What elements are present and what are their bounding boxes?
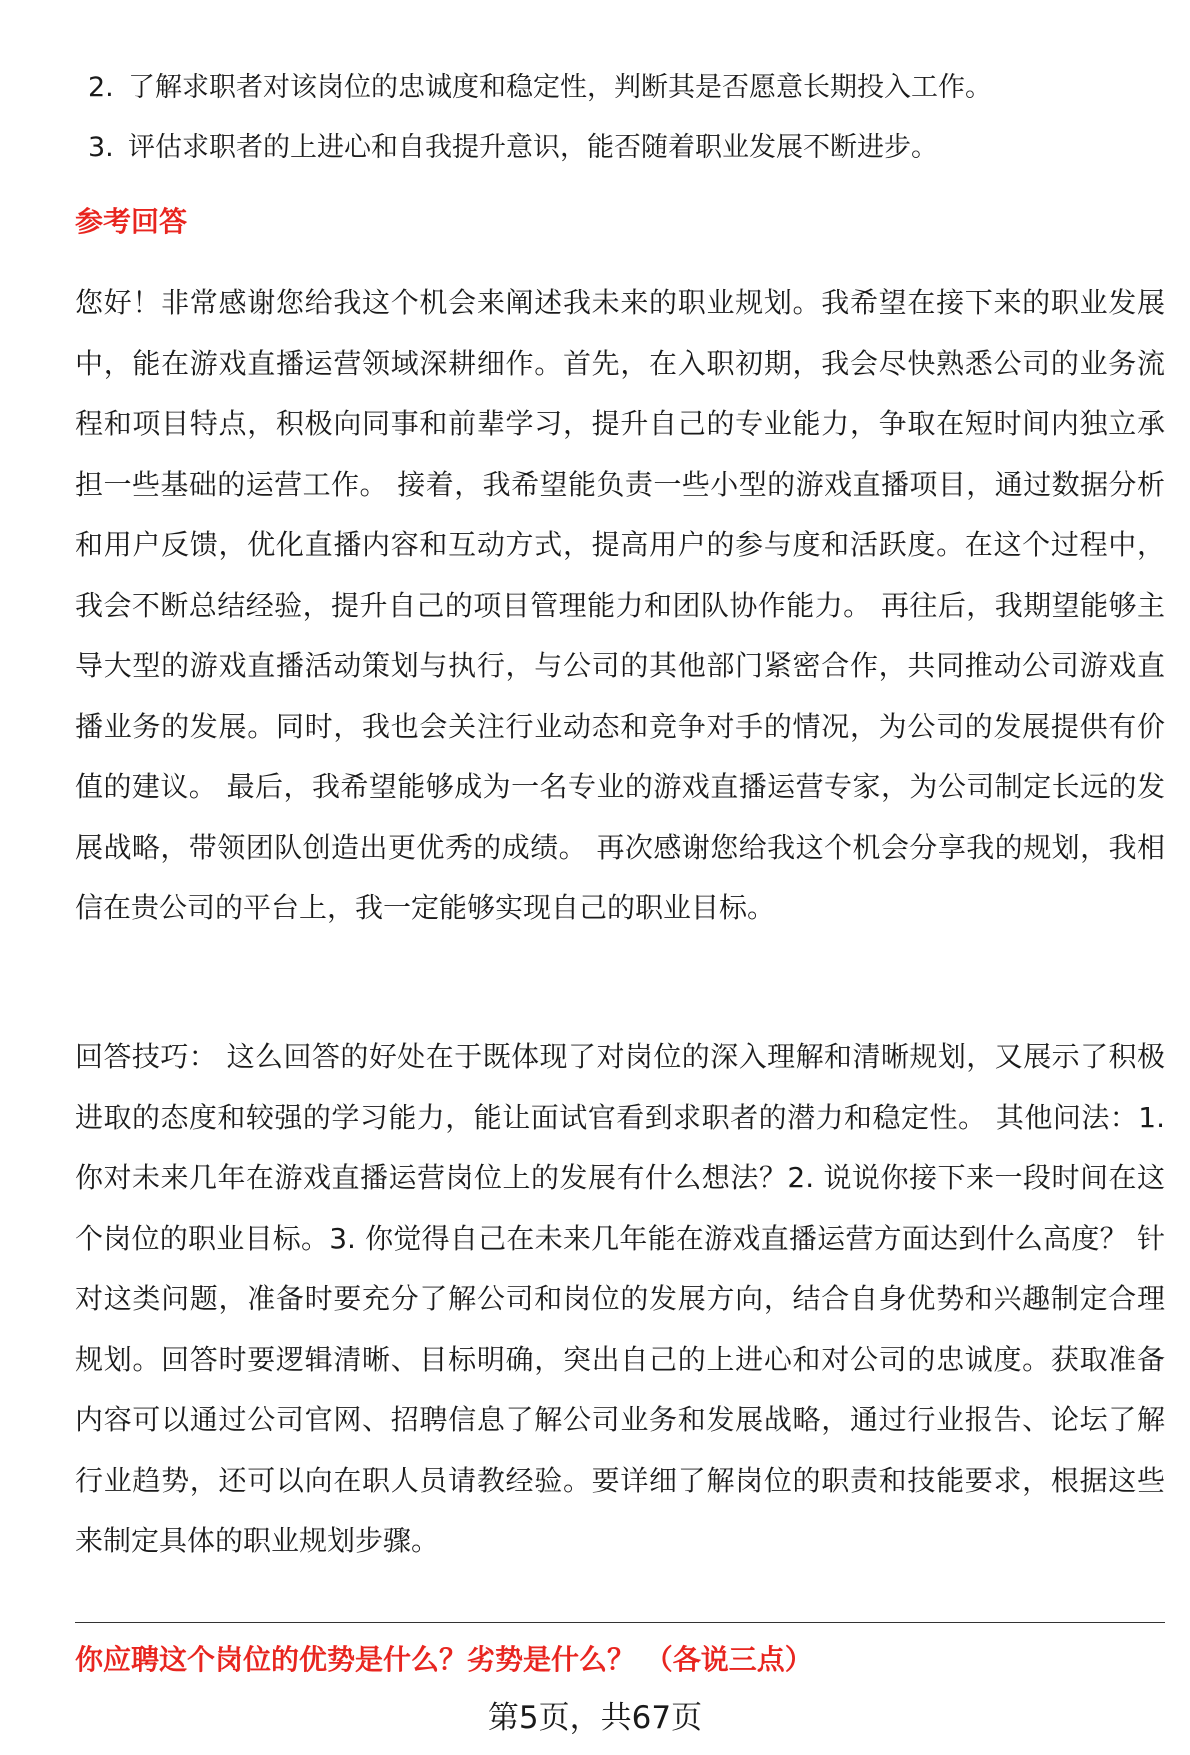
list-item <box>88 58 1168 118</box>
list-item-text: 了解求职者对该岗位的忠诚度和稳定性，判断其是否愿意长期投入工作。 <box>128 72 992 103</box>
list-item-number: 3. <box>88 132 114 163</box>
section-divider <box>75 1622 1165 1623</box>
page-number-footer: 第5页，共67页 <box>487 1700 703 1736</box>
next-question-title: 你应聘这个岗位的优势是什么？劣势是什么？ （各说三点） <box>75 1643 813 1676</box>
criteria-list <box>88 58 1168 178</box>
section-title-reference-answer: 参考回答 <box>75 205 188 238</box>
reference-answer-paragraph: 您好！非常感谢您给我这个机会来阐述我未来的职业规划。我希望在接下来的职业发展中，能在游戏直播运营领域深耕细作。首先，在入职初期，我会尽快熟悉公司的业务流程和项目特点，积极向同事和前辈学习，提升自己的专业能力，争取在短时间内独立承担一些基础的运营工作。 接着，我希望能负责一些小型的游戏直播项目，通过数据分析和用户反馈，优化直播内容和互动方式，提高用户的参与度和活跃度。在这个过程中，我会不断总结经验，提升自己的项目管理能力和团队协作能力。 再往后，我期望能够主导大型的游戏直播活动策划与执行，与公司的其他部门紧密合作，共同推动公司游戏直播业务的发展。同时，我也会关注行业动态和竞争对手的情况，为公司的发展提供有价值的建议。 最后，我希望能够成为一名专业的游戏直播运营专家，为公司制定长远的发展战略，带领团队创造出更优秀的成绩。 再次感谢您给我这个机会分享我的规划，我相信在贵公司的平台上，我一定能够实现自己的职业目标。 <box>75 286 1165 924</box>
list-item-text: 评估求职者的上进心和自我提升意识，能否随着职业发展不断进步。 <box>128 132 938 163</box>
answer-tips-paragraph: 回答技巧： 这么回答的好处在于既体现了对岗位的深入理解和清晰规划，又展示了积极进取的态度和较强的学习能力，能让面试官看到求职者的潜力和稳定性。 其他问法：1. 你对未来几年在游戏直播运营岗位上的发展有什么想法？2. 说说你接下来一段时间在这个岗位的职业目标。3. 你觉得自己在未来几年能在游戏直播运营方面达到什么高度？ 针对这类问题，准备时要充分了解公司和岗位的发展方向，结合自身优势和兴趣制定合理规划。回答时要逻辑清晰、目标明确，突出自己的上进心和对公司的忠诚度。获取准备内容可以通过公司官网、招聘信息了解公司业务和发展战略，通过行业报告、论坛了解行业趋势，还可以向在职人员请教经验。要详细了解岗位的职责和技能要求，根据这些来制定具体的职业规划步骤。 <box>75 1040 1165 1557</box>
list-item <box>88 118 1168 178</box>
list-item-number: 2. <box>88 72 114 103</box>
